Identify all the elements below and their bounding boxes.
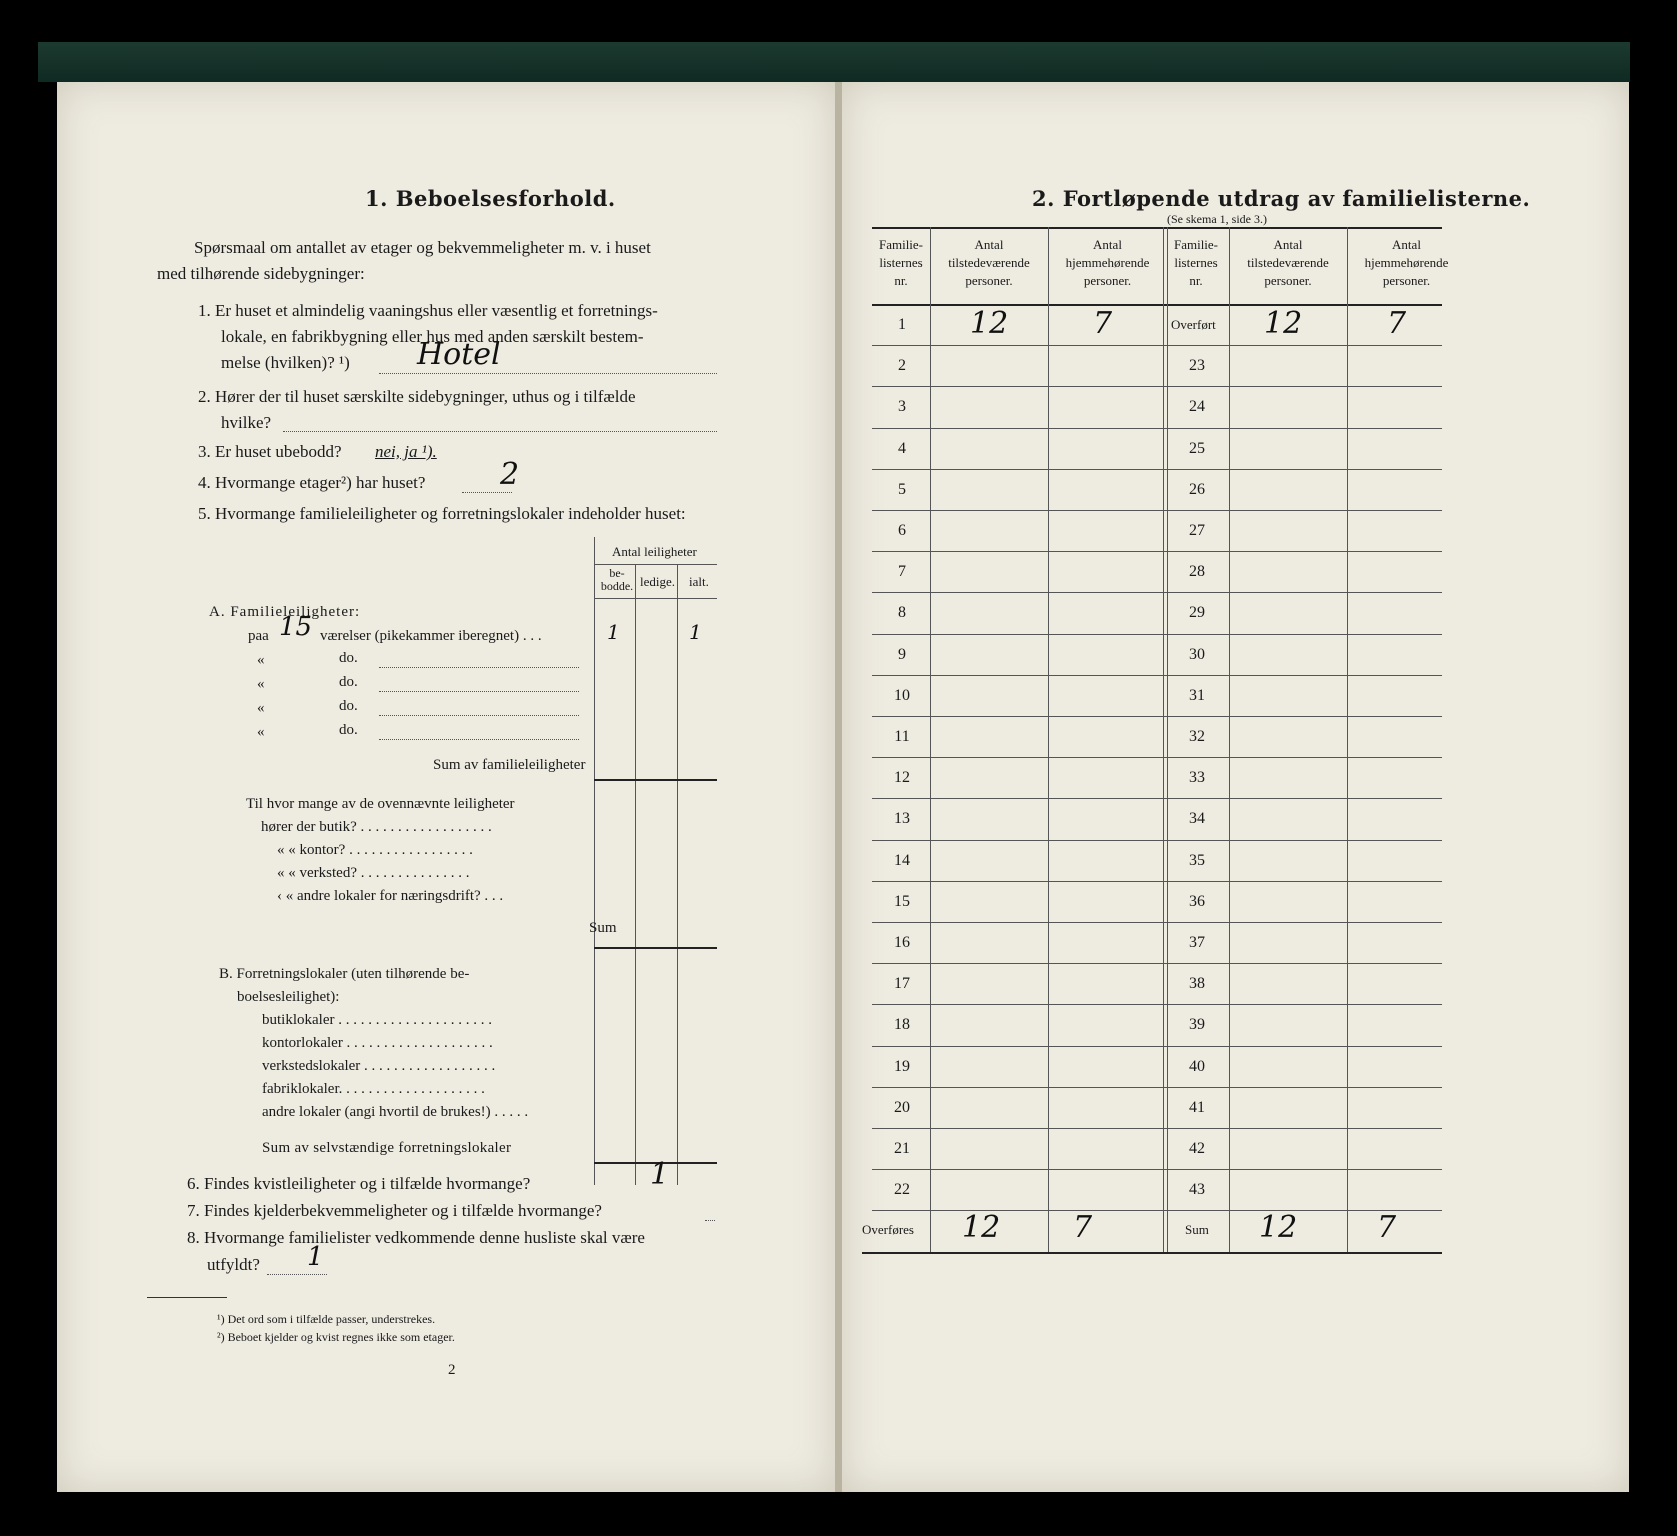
ledger-row-rule (872, 634, 1442, 635)
sum-hjemmehorende: 7 (1377, 1210, 1397, 1246)
binding-edge (38, 42, 1630, 82)
do-row-3: do. (339, 674, 358, 690)
q8-line-2: utfyldt? (207, 1255, 260, 1274)
ledger-row-rule (872, 510, 1442, 511)
ledger-row-rule (872, 922, 1442, 923)
family-list-number: 15 (894, 892, 910, 910)
q6-answer: 1 (650, 1157, 670, 1192)
family-list-number: 30 (1189, 645, 1205, 663)
ledger-row-rule (872, 1128, 1442, 1129)
b-verkstedslokaler: verkstedslokaler . . . . . . . . . . . . . . . . . . (262, 1058, 496, 1074)
family-list-number: 2 (898, 357, 906, 375)
col-header-hjemme: hjemmehørende (1364, 255, 1449, 270)
footnote-1: ¹) Det ord som i tilfælde passer, understrekes. (217, 1312, 436, 1326)
family-list-number: 39 (1189, 1016, 1205, 1034)
col-header-nr: Familie- (878, 237, 924, 252)
family-list-number: 37 (1189, 934, 1205, 951)
col-header-tilstede: personer. (1264, 273, 1312, 288)
family-list-number: 4 (898, 439, 906, 457)
overfores-label: Overføres (862, 1222, 914, 1238)
family-list-number: 6 (898, 522, 906, 539)
do-row-4: do. (339, 698, 358, 714)
family-list-number: 40 (1189, 1057, 1205, 1075)
section-2-subtitle: (Se skema 1, side 3.) (1167, 212, 1267, 226)
col-header-hjemme: personer. (1382, 273, 1431, 288)
family-list-number: 21 (894, 1140, 910, 1157)
ledger-row-rule (872, 963, 1442, 964)
q1-line-3: melse (hvilken)? ¹) (221, 353, 350, 372)
col-header-hjemme: personer. (1083, 273, 1132, 288)
overfores-hjemmehorende: 7 (1073, 1210, 1093, 1246)
col-header-nr: listernes (879, 255, 923, 270)
family-list-number: 36 (1189, 892, 1205, 910)
col-header-nr: nr. (894, 273, 908, 288)
overfores-tilstedevaerende: 12 (962, 1210, 1001, 1246)
ledger-double-rule (1163, 227, 1164, 1252)
intro-line-1: Spørsmaal om antallet av etager og bekvemmeligheter m. v. i huset (194, 238, 651, 257)
til-hvor-mange: Til hvor mange av de ovennævnte leiligheter (246, 796, 515, 812)
ledger-column-rule (1048, 227, 1049, 1252)
verksted-row: « « verksted? . . . . . . . . . . . . . . . (277, 865, 470, 881)
family-list-number: 18 (894, 1016, 910, 1034)
b-kontorlokaler: kontorlokaler . . . . . . . . . . . . . . . . . . . . (262, 1035, 493, 1051)
ditto-mark: « (257, 700, 265, 716)
family-list-number: 34 (1189, 810, 1205, 828)
ledger-row-rule (872, 840, 1442, 841)
family-list-number: 25 (1189, 439, 1205, 457)
family-list-number: 41 (1189, 1098, 1205, 1116)
col-header-tilstede: personer. (965, 273, 1013, 288)
overfort-hjemmehorende: 7 (1387, 306, 1407, 341)
paa-rooms: 15 (279, 612, 313, 642)
col-header-tilstede: Antal (1273, 237, 1303, 252)
ledger-row-rule (872, 1210, 1442, 1211)
section-a-title: A. Familieleiligheter: (209, 604, 361, 620)
ledger-row-rule (872, 1046, 1442, 1047)
col-header-nr: listernes (1174, 255, 1218, 270)
family-list-number: 26 (1189, 480, 1205, 498)
col-header-hjemme: Antal (1392, 237, 1421, 252)
sum-forretningslokaler: Sum av selvstændige forretningslokaler (262, 1140, 512, 1156)
q6: 6. Findes kvistleiligheter og i tilfælde hvormange? (187, 1174, 531, 1193)
family-list-number: 7 (898, 563, 906, 581)
family-list-number: 10 (894, 686, 910, 704)
section-2-title: 2. Fortløpende utdrag av familielisterne. (1032, 186, 1531, 211)
butik-row: hører der butik? . . . . . . . . . . . . . . . . . . (261, 819, 492, 835)
overfort-tilstedevaerende: 12 (1264, 306, 1303, 341)
do-row-2: do. (339, 650, 358, 666)
family-list-number: 8 (898, 604, 906, 622)
ledger-row-rule (872, 1169, 1442, 1170)
family-list-number: 32 (1189, 728, 1205, 745)
page-gutter (835, 82, 842, 1492)
sum-label: Sum (1185, 1222, 1209, 1238)
q1-answer: Hotel (417, 337, 501, 372)
ledger-header-rule (872, 304, 1442, 306)
antal-leiligheter-header: Antal leiligheter (612, 544, 697, 559)
family-list-number: 20 (894, 1098, 910, 1116)
q1-line-1: 1. Er huset et almindelig vaaningshus eller væsentlig et forretnings- (198, 301, 658, 320)
ledger-row-rule (872, 881, 1442, 882)
col-header-tilstede: tilstedeværende (948, 255, 1030, 270)
family-list-number: 38 (1189, 975, 1205, 993)
col-header-nr: nr. (1189, 273, 1203, 288)
ledger-row-rule (872, 469, 1442, 470)
section-b-line-2: boelsesleilighet): (237, 989, 340, 1005)
col-header-hjemme: hjemmehørende (1065, 255, 1150, 270)
ledger-row-rule (872, 592, 1442, 593)
row1-hjemmehorende: 7 (1093, 306, 1113, 341)
b-fabriklokaler: fabriklokaler. . . . . . . . . . . . . . . . . . . . (262, 1081, 485, 1097)
family-list-number: 43 (1189, 1181, 1205, 1199)
family-list-number: 5 (898, 480, 906, 498)
b-andre-lokaler: andre lokaler (angi hvortil de brukes!) . . . . . (262, 1104, 529, 1120)
col-header-nr: Familie- (1173, 237, 1219, 252)
family-list-number: 12 (894, 769, 910, 787)
ditto-mark: « (257, 676, 265, 692)
family-list-number: 3 (898, 398, 906, 416)
ledger-column-rule (1347, 227, 1348, 1252)
paa-label: paa (248, 628, 269, 644)
col-header-hjemme: Antal (1093, 237, 1122, 252)
row1-bebodde: 1 (607, 620, 620, 644)
col-ialt: ialt. (689, 574, 709, 589)
q3-answer: nei, ja ¹). (375, 442, 437, 461)
q4: 4. Hvormange etager²) har huset? (198, 473, 426, 492)
row1-ialt: 1 (689, 620, 702, 644)
q2-line-1: 2. Hører der til huset særskilte sidebygninger, uthus og i tilfælde (198, 387, 636, 406)
overfort-label: Overført (1171, 317, 1216, 332)
family-list-number: 19 (894, 1057, 910, 1075)
ditto-mark: « (257, 724, 265, 740)
family-list-number: 23 (1189, 357, 1205, 375)
kontor-row: « « kontor? . . . . . . . . . . . . . . . . . (277, 842, 473, 858)
family-list-number: 24 (1189, 398, 1205, 416)
ledger-row-rule (872, 1004, 1442, 1005)
family-list-number: 42 (1189, 1140, 1205, 1157)
family-list-number: 35 (1189, 851, 1205, 869)
ledger-row-rule (872, 551, 1442, 552)
right-page (842, 82, 1629, 1492)
q8-answer: 1 (307, 1242, 324, 1272)
row1-tilstedevaerende: 12 (970, 306, 1009, 341)
ledger-row-rule (872, 1087, 1442, 1088)
q3: 3. Er huset ubebodd? (198, 442, 342, 461)
left-page (57, 82, 835, 1492)
q4-answer: 2 (500, 457, 520, 492)
ledger-row-rule (872, 675, 1442, 676)
family-list-number: 27 (1189, 522, 1205, 539)
family-list-number: 31 (1189, 686, 1205, 704)
family-list-number: 17 (894, 975, 910, 993)
ledger-row-rule (872, 345, 1442, 346)
footnote-2: ²) Beboet kjelder og kvist regnes ikke som etager. (217, 1330, 455, 1344)
ledger-row-rule (872, 386, 1442, 387)
col-ledige: ledige. (640, 574, 676, 589)
family-list-number: 11 (894, 728, 910, 745)
ditto-mark: « (257, 652, 265, 668)
vaerelser-label: værelser (pikekammer iberegnet) . . . (320, 628, 542, 644)
col-header-tilstede: Antal (974, 237, 1004, 252)
section-b-line-1: B. Forretningslokaler (uten tilhørende be- (219, 966, 470, 982)
sum-label: Sum (589, 920, 617, 936)
do-row-5: do. (339, 722, 358, 738)
q2-line-2: hvilke? (221, 413, 272, 432)
sum-tilstedevaerende: 12 (1259, 1210, 1298, 1246)
q8-line-1: 8. Hvormange familielister vedkommende denne husliste skal være (187, 1228, 645, 1247)
family-list-number: 28 (1189, 563, 1205, 581)
col-header-tilstede: tilstedeværende (1247, 255, 1329, 270)
family-list-number: 29 (1189, 604, 1205, 622)
family-list-number: 1 (898, 316, 906, 333)
andre-row: ‹ « andre lokaler for næringsdrift? . . . (277, 888, 504, 904)
family-list-number: 16 (894, 934, 910, 951)
ledger-top-rule (872, 227, 1442, 229)
ledger-column-rule (1229, 227, 1230, 1252)
ledger-row-rule (872, 716, 1442, 717)
q7: 7. Findes kjelderbekvemmeligheter og i tilfælde hvormange? (187, 1201, 602, 1220)
ledger-row-rule (872, 798, 1442, 799)
family-list-number: 14 (894, 851, 910, 869)
page-number: 2 (448, 1362, 456, 1378)
b-butiklokaler: butiklokaler . . . . . . . . . . . . . . . . . . . . . (262, 1012, 492, 1028)
ledger-bottom-rule (862, 1252, 1442, 1254)
col-bebodde: be- bodde. (600, 566, 634, 593)
family-list-number: 33 (1189, 769, 1205, 787)
q5: 5. Hvormange familieleiligheter og forretningslokaler indeholder huset: (198, 504, 686, 523)
family-list-number: 9 (898, 645, 906, 663)
intro-line-2: med tilhørende sidebygninger: (157, 264, 365, 283)
q1-line-2: lokale, en fabrikbygning eller hus med anden særskilt bestem- (221, 327, 644, 346)
section-1-title: 1. Beboelsesforhold. (365, 186, 616, 211)
ledger-row-rule (872, 428, 1442, 429)
family-list-number: 22 (894, 1181, 910, 1199)
family-list-number: 13 (894, 810, 910, 828)
ledger-row-rule (872, 757, 1442, 758)
sum-familieleiligheter: Sum av familieleiligheter (433, 757, 586, 773)
